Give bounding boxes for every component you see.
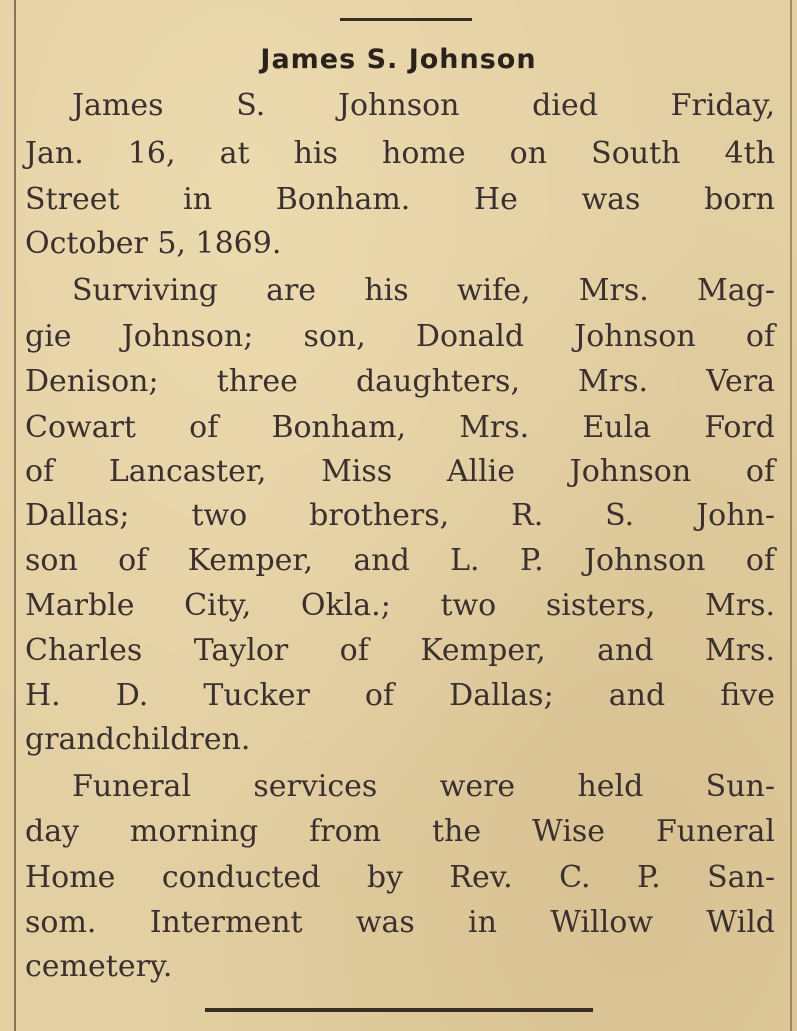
paragraph-2-line-1: Surviving are his wife, Mrs. Mag- [72,273,775,308]
paragraph-2-line-2: gie Johnson; son, Donald Johnson of [25,319,775,354]
paragraph-2-line-9: Charles Taylor of Kemper, and Mrs. [25,633,775,668]
paragraph-1-line-1: James S. Johnson died Friday, [72,88,775,123]
paragraph-3-line-5: cemetery. [25,949,173,984]
paragraph-2-line-4: Cowart of Bonham, Mrs. Eula Ford [25,410,775,445]
paragraph-2-line-5: of Lancaster, Miss Allie Johnson of [25,454,775,489]
column-rule-left [14,0,16,1031]
paragraph-1-line-3: Street in Bonham. He was born [25,182,775,217]
paragraph-2-line-7: son of Kemper, and L. P. Johnson of [25,543,775,578]
paragraph-3-line-2: day morning from the Wise Funeral [25,814,775,849]
paragraph-1-line-4: October 5, 1869. [25,226,282,261]
paragraph-2-line-6: Dallas; two brothers, R. S. John- [25,498,775,533]
top-divider-rule [340,18,472,21]
paragraph-2-line-10: H. D. Tucker of Dallas; and five [25,678,775,713]
obituary-headline: James S. Johnson [260,44,537,75]
paragraph-3-line-1: Funeral services were held Sun- [72,769,775,804]
column-rule-right [790,0,792,1031]
paragraph-2-line-3: Denison; three daughters, Mrs. Vera [25,364,775,399]
bottom-divider-rule [205,1008,593,1012]
paragraph-2-line-11: grandchildren. [25,722,251,757]
paragraph-2-line-8: Marble City, Okla.; two sisters, Mrs. [25,588,775,623]
paragraph-3-line-4: som. Interment was in Willow Wild [25,905,775,940]
paragraph-3-line-3: Home conducted by Rev. C. P. San- [25,860,775,895]
paragraph-1-line-2: Jan. 16, at his home on South 4th [25,136,775,171]
